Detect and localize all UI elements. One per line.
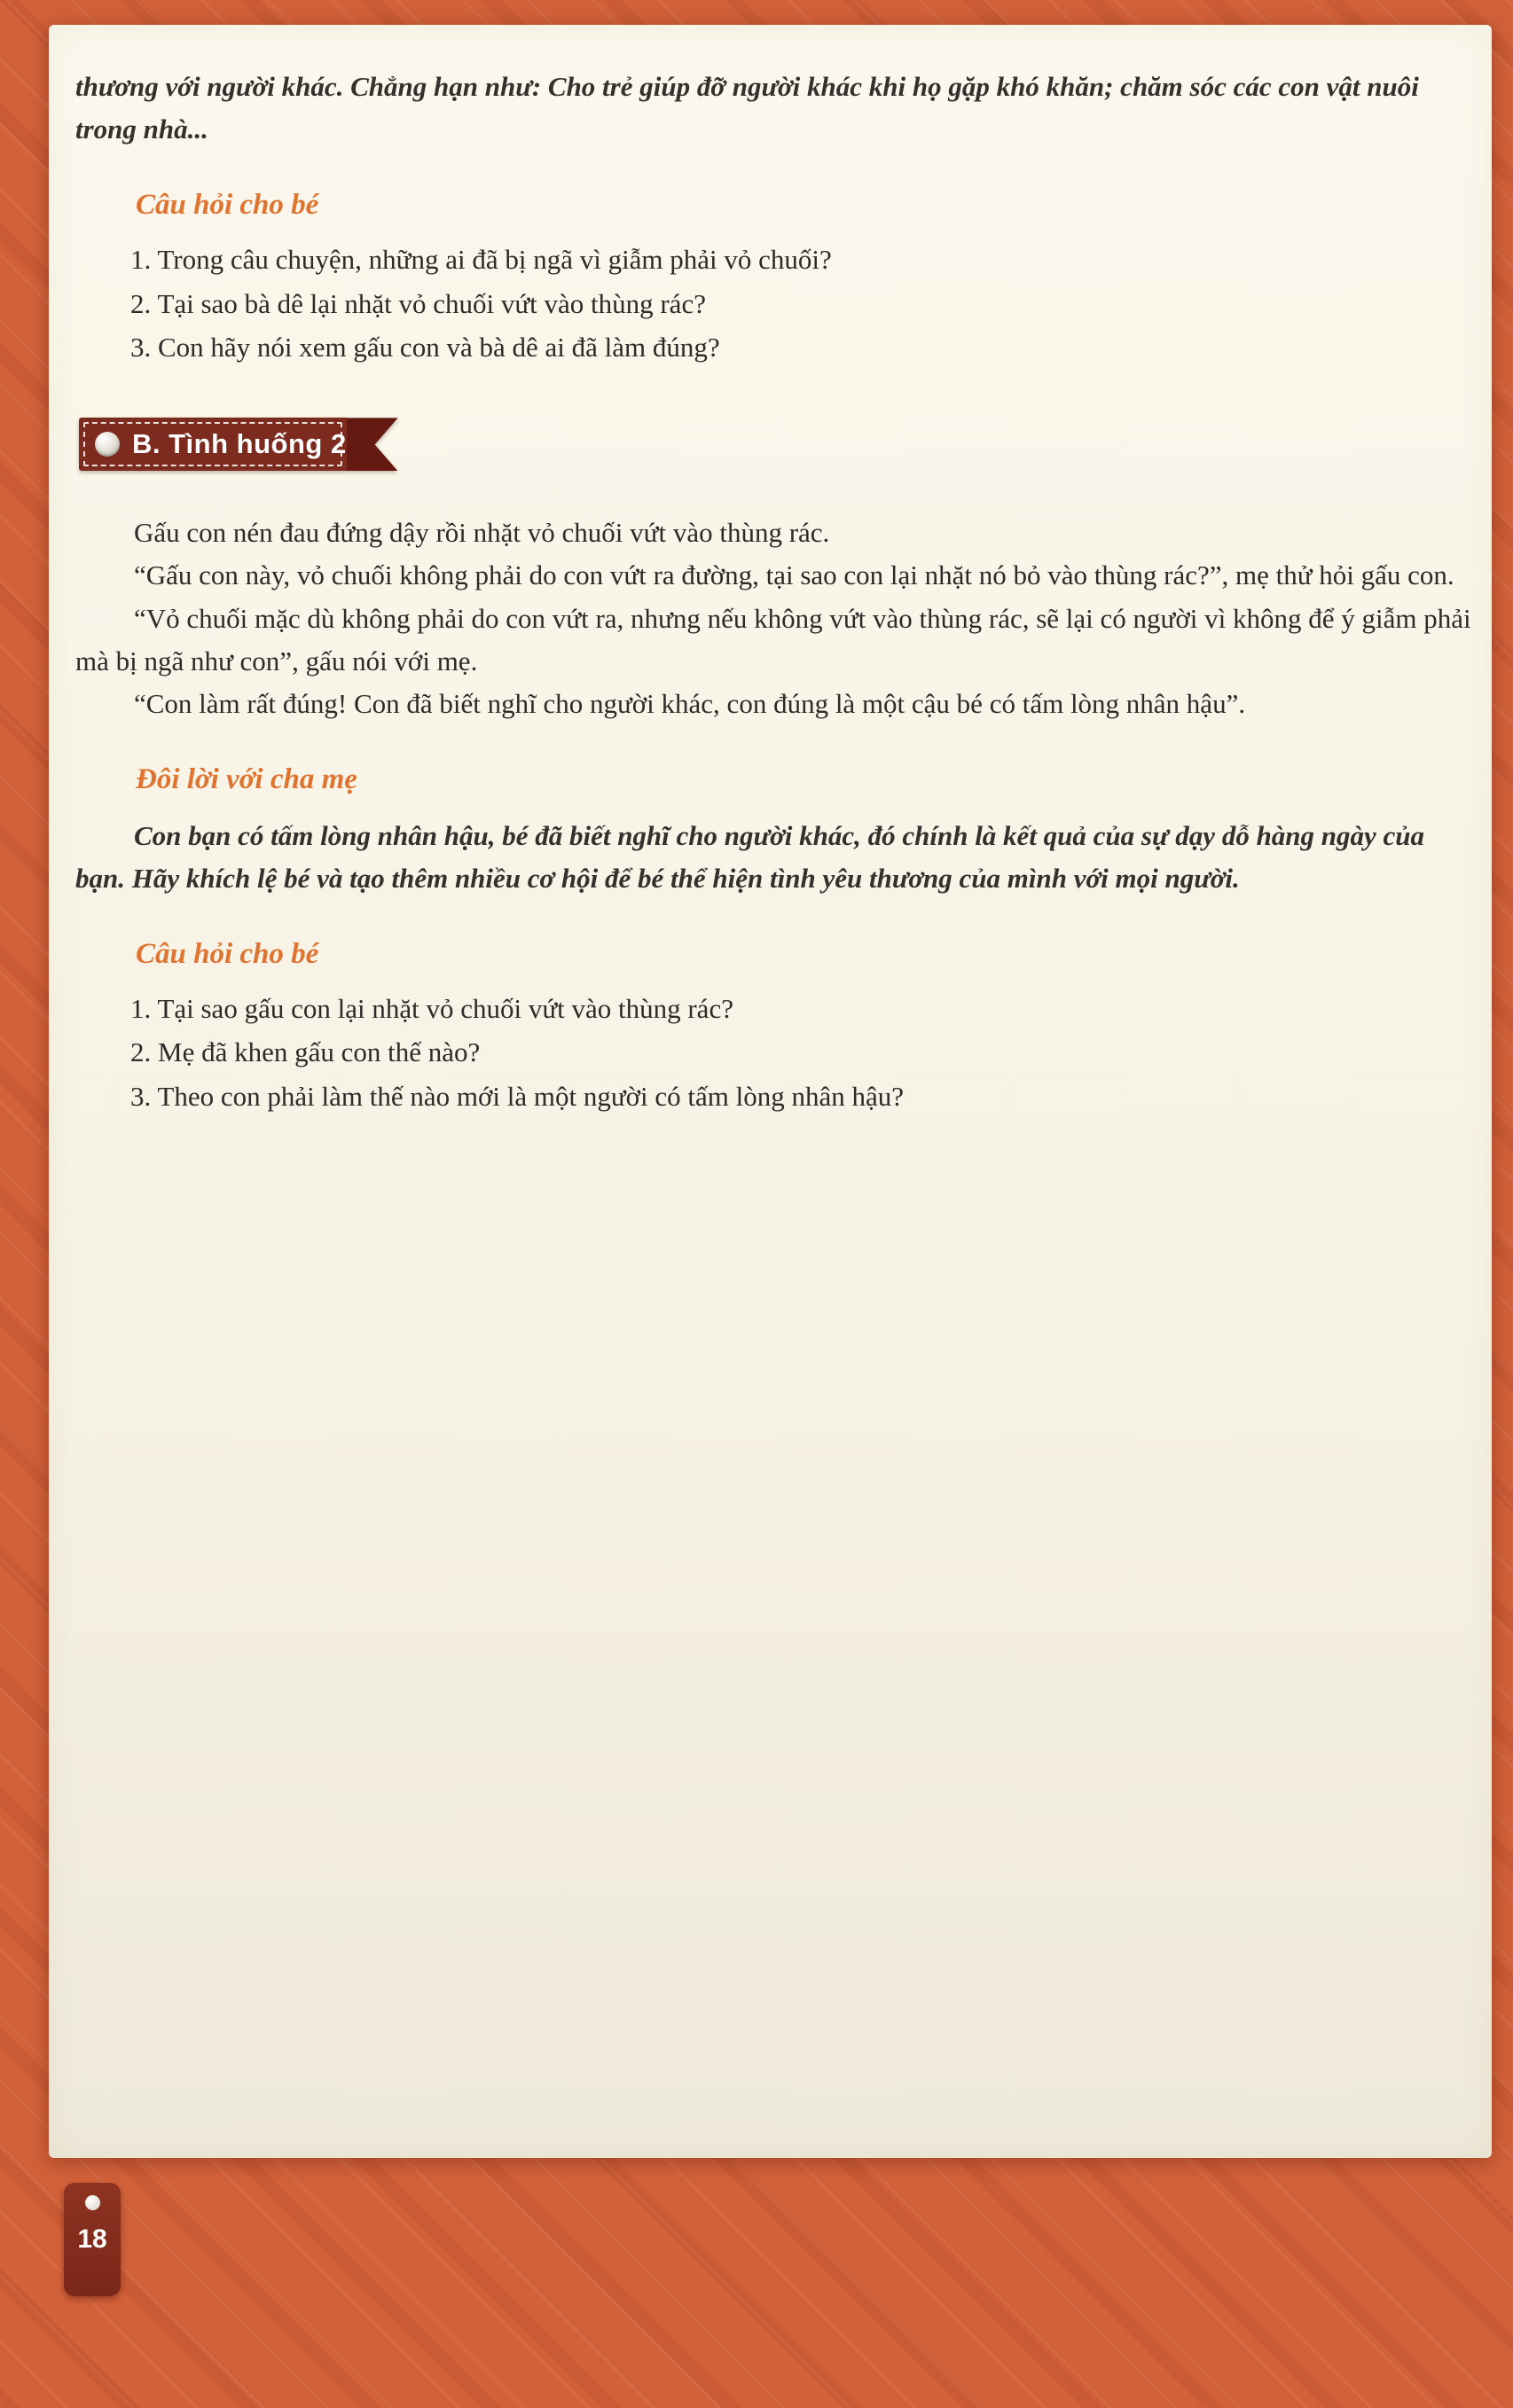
page-number-tag [64,2183,121,2296]
intro-paragraph: thương với người khác. Chẳng hạn như: Cho trẻ giúp đỡ người khác khi họ gặp khó khăn; chăm sóc các con vật nuôi trong nhà... [75,71,1419,145]
question-list-2 [130,989,1476,1115]
parents-note-heading: Đôi lời với cha mẹ [136,762,357,795]
questions-heading-2: Câu hỏi cho bé [136,937,319,970]
questions-heading-1: Câu hỏi cho bé [136,189,319,222]
page-number: 18 [77,2224,107,2254]
story-block [75,512,1476,724]
situation-banner [79,418,394,471]
book-page [49,25,1492,2158]
banner-label: B. Tình huống 2 [132,428,347,460]
question-list-1 [130,240,1476,366]
question-item: 3. Theo con phải làm thế nào mới là một người có tấm lòng nhân hậu? [130,1080,905,1112]
page-tag-dot-icon [85,2195,100,2210]
story-paragraph: “Gấu con này, vỏ chuối không phải do con vứt ra đường, tại sao con lại nhặt nó bỏ vào thùng rác?”, mẹ thử hỏi gấu con. [134,559,1454,591]
question-item: 2. Tại sao bà dê lại nhặt vỏ chuối vứt vào thùng rác? [130,287,706,319]
situation-banner-body [79,418,347,471]
story-paragraph: Gấu con nén đau đứng dậy rồi nhặt vỏ chuối vứt vào thùng rác. [134,517,830,549]
question-item: 2. Mẹ đã khen gấu con thế nào? [130,1036,481,1068]
question-item: 3. Con hãy nói xem gấu con và bà dê ai đã làm đúng? [130,332,720,364]
banner-bullet-icon [95,432,120,457]
question-item: 1. Tại sao gấu con lại nhặt vỏ chuối vứt vào thùng rác? [130,993,733,1025]
question-item: 1. Trong câu chuyện, những ai đã bị ngã vì giẫm phải vỏ chuối? [130,244,832,276]
story-paragraph: “Con làm rất đúng! Con đã biết nghĩ cho người khác, con đúng là một cậu bé có tấm lòng nhân hậu”. [134,687,1246,719]
story-paragraph: “Vỏ chuối mặc dù không phải do con vứt ra, nhưng nếu không vứt vào thùng rác, sẽ lại có người vì không để ý giẫm phải mà bị ngã như con”, gấu nói với mẹ. [75,602,1471,676]
parents-note-paragraph: Con bạn có tấm lòng nhân hậu, bé đã biết nghĩ cho người khác, đó chính là kết quả của sự dạy dỗ hàng ngày của bạn. Hãy khích lệ bé và tạo thêm nhiều cơ hội để bé thể hiện tình yêu thương của mình với mọi người. [75,819,1425,894]
banner-ribbon-tail-icon [347,418,398,471]
